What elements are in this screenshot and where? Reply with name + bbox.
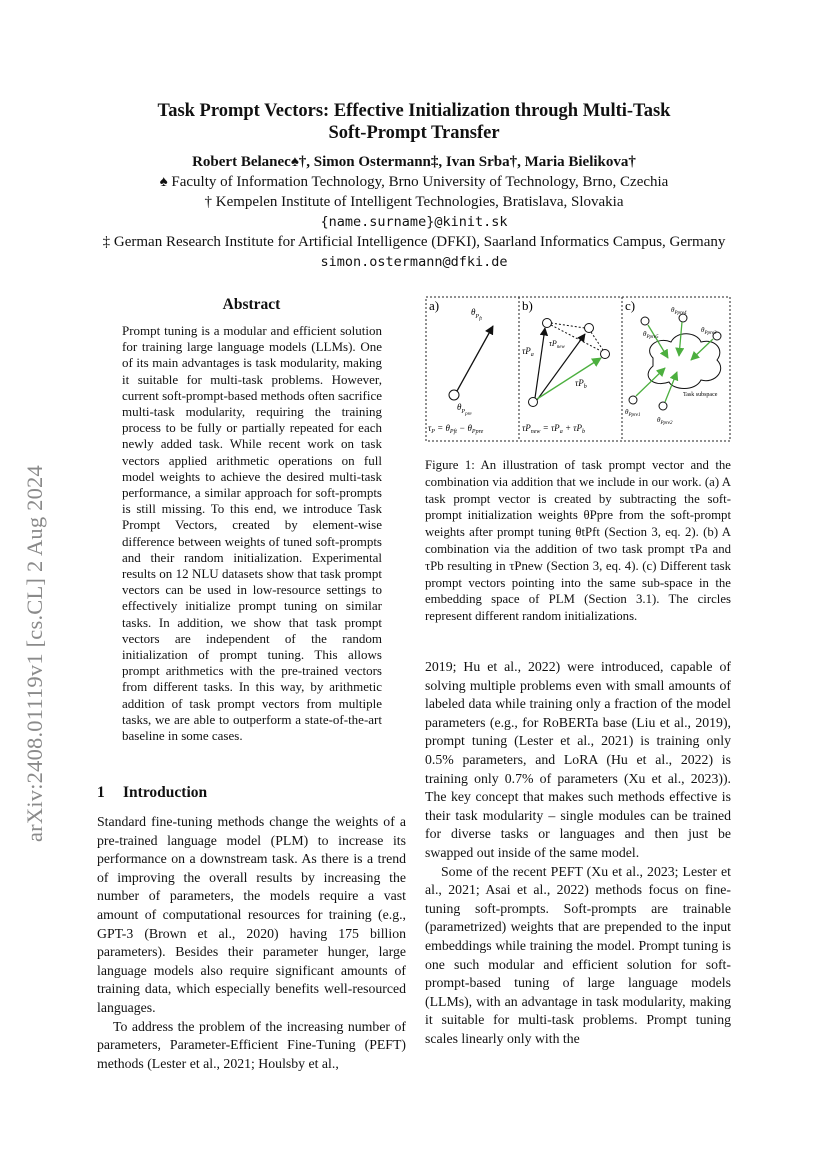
affiliation-dfki: ‡ German Research Institute for Artificial Intelligence (DFKI), Saarland Informatics Campus, Germany [102,234,726,250]
panel-a-label: a) [429,298,440,313]
vector-new-arrow [537,358,601,399]
tau-a-label: $\tau P_a$ [522,346,534,358]
section-heading [97,784,207,802]
tau-new-label: $\tau P_{new}$ [549,339,565,350]
init-circle [659,402,667,410]
init-circle [449,390,459,400]
task-subspace-label: Task subspace [683,392,718,398]
vector-b-arrow [537,334,585,400]
introduction-body [97,813,406,1073]
affiliation-brno: ♠ Faculty of Information Technology, Brno University of Technology, Brno, Czechia [159,174,669,190]
abstract-text: Prompt tuning is a modular and efficient solution for training large language models (LLMs). One of its main advantages is task modularity, making it suitable for multi-task problems. However, current soft-prompt-based methods often sacrifice multi-task modularity, requiring the training process to be fully or partially repeated for each newly added task. While recent work on task vectors applied arithmetic operations on full model weights to achieve the desired multi-task performance, a similar approach for soft-prompts is still missing. To this end, we introduce Task Prompt Vectors, created by element-wise difference between weights of tuned soft-prompts and their random initialization. Experimental results on 12 NLU datasets show that task prompt vectors can be used in low-resource settings to effectively initialize prompt tuning on similar tasks. In addition, we show that task prompt vectors are independent of the random initialization of prompt tuning. This allows prompt arithmetics with the pre-trained vectors from different tasks. In this way, by arithmetic addition of task prompt vectors from multiple tasks, we are able to outperform a state-of-the-art baseline in some cases. [122,323,382,744]
theta-ft-label: $\theta_{Pft}$ [471,307,482,322]
abstract-heading: Abstract [222,296,281,313]
figure-1-diagram [425,296,731,442]
title-line-2: Soft-Prompt Transfer [328,123,500,143]
figure-1-caption: Figure 1: An illustration of task prompt vector and the combination via addition that we include in our work. (a) A task prompt vector is created by subtracting the soft-prompt initialization weights θPpre from the soft-prompt weights after prompt tuning θtPft (Section 3, eq. 2). (b) A combination via the addition of two task prompt τPa and τPb resulting in τPnew (Section 3, eq. 4). (c) Different task prompt vectors pointing into the same sub-space in the embedding space of PLM (Section 3.1). The circles represent different random initializations. [425,458,731,624]
author-block [60,152,768,272]
panel-b-label: b) [522,298,533,313]
panel-c-label: c) [625,298,636,313]
equation-a: $\tau_P = \theta_{Pft} - \theta_{Ppre}$ [428,423,484,435]
endpoint-circle [585,324,594,333]
right-paragraph-1: 2019; Hu et al., 2022) were introduced, capable of solving multiple problems even with small amounts of labeled data while training only a fraction of the model parameters (e.g., for RoBERTa base (Liu et al., 2019), prompt tuning (Lester et al., 2021) is training only 0.5% parameters, and LoRA (Hu et al., 2022) is training only 0.7% of parameters (Xu et al., 2023)). The key concept that makes such methods effective is their task modularity – single modules can be trained for diverse tasks or languages and then just be swapped out inside of the same model. [425,659,731,860]
init-circle [641,317,649,325]
arxiv-identifier: arXiv:2408.01119v1 [cs.CL] 2 Aug 2024 [22,465,47,842]
equation-b: $\tau P_{new} = \tau P_a + \tau P_b$ [522,423,585,435]
dashed-line [591,332,603,350]
right-column-body [425,658,731,1048]
endpoint-circle [543,319,552,328]
intro-paragraph-2: To address the problem of the increasing number of parameters, Parameter-Efficient Fine-Tuning (PEFT) methods (Lester et al., 2021; Houlsby et al., [97,1018,406,1071]
email-kinit: {name.surname}@kinit.sk [320,214,508,230]
green-vector [648,325,668,358]
vector-a-arrow [535,328,545,398]
theta-label: $\theta_{Ppre3}$ [701,326,717,336]
right-paragraph-2: Some of the recent PEFT (Xu et al., 2023; Lester et al., 2021; Asai et al., 2022) methods focus on fine-tuning soft-prompts. Soft-prompts are trainable (parametrized) weights that are prepended to the input embeddings while training the model. Prompt tuning is one such modular and efficient solution for soft-prompt-based tuning of large language models (LLMs), with an advantage in task modularity, making it suitable for multi-task problems. Prompt tuning scales linearly only with the [425,863,731,1046]
section-title: Introduction [123,784,208,801]
init-circle [629,396,637,404]
theta-label: $\theta_{Ppre2}$ [657,416,673,426]
affiliation-kinit: † Kempelen Institute of Intelligent Technologies, Bratislava, Slovakia [204,194,624,210]
title-line-1: Task Prompt Vectors: Effective Initialization through Multi-Task [157,101,671,121]
intro-paragraph-1: Standard fine-tuning methods change the weights of a pre-trained language model (PLM) to increase its performance on a downstream task. As there is a trend of improving the overall results by increasing the number of parameters, the models require a vast amount of computational resources for training (e.g., GPT-3 (Brown et al., 2020) having 175 billion parameters). Besides their parameter hunger, large language models also require significant amounts of training data, which especially benefits well-resourced languages. [97,814,406,1015]
email-dfki: simon.ostermann@dfki.de [320,254,508,270]
tau-b-label: $\tau P_b$ [575,378,587,390]
task-vector-arrow [457,326,493,391]
section-number: 1 [97,784,105,801]
theta-label: $\theta_{Ppre5}$ [643,330,659,340]
paper-title [100,100,728,144]
green-vector [636,368,665,396]
init-circle [529,398,538,407]
theta-label: $\theta_{Ppre4}$ [671,306,687,316]
theta-pre-label: $\theta_{Ppre}$ [457,402,472,417]
author-names: Robert Belanec♠†, Simon Ostermann‡, Ivan Srba†, Maria Bielikova† [192,154,636,170]
green-vector [679,322,682,356]
figure-1 [425,296,731,442]
result-circle [601,350,610,359]
theta-label: $\theta_{Ppre1}$ [625,408,641,418]
